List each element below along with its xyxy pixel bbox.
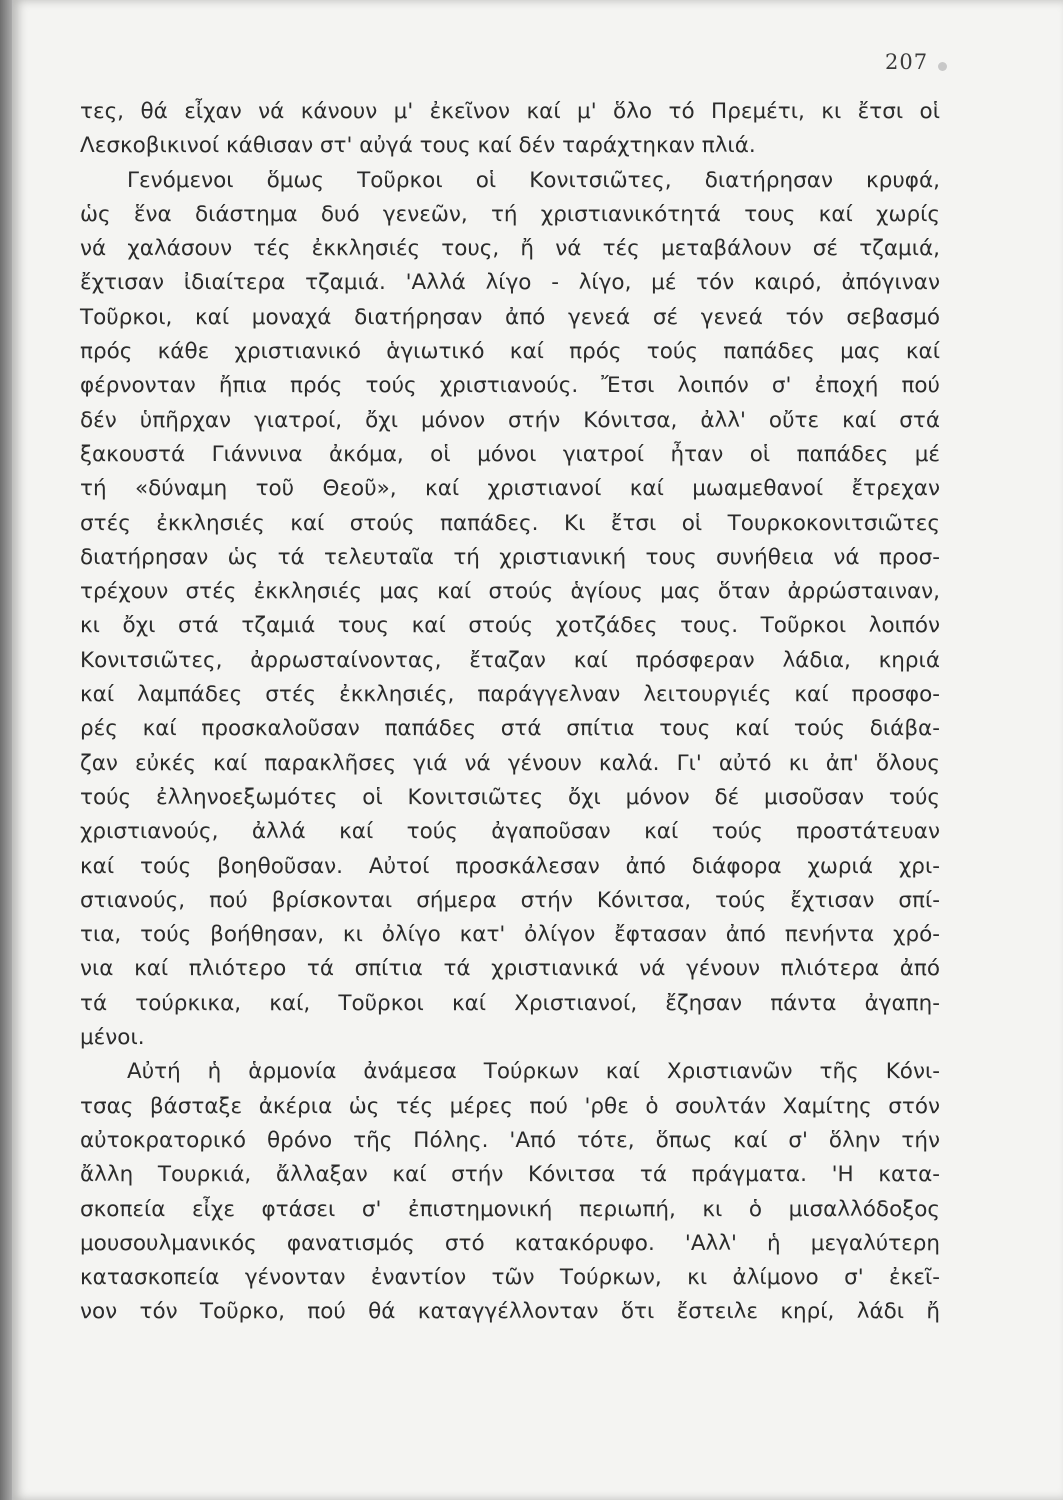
text-line-content: νον τόν Τοῦρκο, πού θά καταγγέλλονταν ὅτι ἔστειλε κηρί, λάδι ἤ — [80, 1299, 940, 1325]
text-line — [80, 369, 940, 403]
text-line-content: πρός κάθε χριστιανικό ἁγιωτικό καί πρός τούς παπάδες μας καί — [80, 339, 940, 365]
page-number: 207 — [885, 50, 929, 74]
book-page — [12, 0, 1063, 1500]
text-line — [80, 952, 940, 986]
text-line — [80, 609, 940, 643]
text-line — [80, 815, 940, 849]
text-line-content: Γενόμενοι ὅμως Τοῦρκοι οἱ Κονιτσιῶτες, διατήρησαν κρυφά, — [127, 167, 940, 193]
text-line-content: χριστιανούς, ἀλλά καί τούς ἀγαποῦσαν καί τούς προστάτευαν — [80, 819, 940, 845]
text-line-content: σκοπεία εἶχε φτάσει σ' ἐπιστημονική περιωπή, κι ὁ μισαλλόδοξος — [80, 1196, 940, 1222]
text-line — [80, 95, 940, 129]
text-line — [80, 164, 940, 198]
text-line — [80, 301, 940, 335]
text-line-content: δέν ὑπῆρχαν γιατροί, ὄχι μόνον στήν Κόνιτσα, ἀλλ' οὔτε καί στά — [80, 407, 940, 433]
text-line — [80, 129, 940, 163]
text-line — [80, 266, 940, 300]
text-line — [80, 850, 940, 884]
text-line — [80, 404, 940, 438]
text-line-content: διατήρησαν ὡς τά τελευταῖα τή χριστιανική τους συνήθεια νά προσ- — [80, 544, 940, 570]
text-line — [80, 472, 940, 506]
text-line — [80, 918, 940, 952]
text-line — [80, 987, 940, 1021]
text-line-content: ἔχτισαν ἰδιαίτερα τζαμιά. 'Αλλά λίγο - λίγο, μέ τόν καιρό, ἀπόγιναν — [80, 270, 940, 296]
text-line-content: Κονιτσιῶτες, ἀρρωσταίνοντας, ἔταζαν καί πρόσφεραν λάδια, κηριά — [80, 647, 940, 673]
text-line-content: τούς ἐλληνοεξωμότες οἱ Κονιτσιῶτες ὄχι μόνον δέ μισοῦσαν τούς — [80, 784, 940, 810]
text-line — [80, 198, 940, 232]
text-line-content: τια, τούς βοήθησαν, κι ὀλίγο κατ' ὀλίγον ἔφτασαν ἀπό πενήντα χρό- — [80, 922, 940, 948]
text-line-content: μένοι. — [80, 1025, 145, 1051]
text-line-content: τες, θά εἶχαν νά κάνουν μ' ἐκεῖνον καί μ' ὅλο τό Πρεμέτι, κι ἔτσι οἱ — [80, 99, 940, 124]
text-line-content: ζαν εὐκές καί παρακλῆσες γιά νά γένουν καλά. Γι' αὐτό κι ἀπ' ὅλους — [80, 750, 940, 776]
text-line-content: ὡς ἕνα διάστημα δυό γενεῶν, τή χριστιανικότητά τους καί χωρίς — [80, 201, 940, 227]
text-line — [80, 575, 940, 609]
text-line — [80, 507, 940, 541]
text-line — [80, 1261, 940, 1295]
text-line — [80, 1295, 940, 1329]
text-line-content: τσας βάσταξε ἀκέρια ὡς τές μέρες πού 'ρθε ὁ σουλτάν Χαμίτης στόν — [80, 1093, 940, 1119]
text-line-content: Τοῦρκοι, καί μοναχά διατήρησαν ἀπό γενεά σέ γενεά τόν σεβασμό — [80, 304, 940, 330]
text-line-content: αὐτοκρατορικό θρόνο τῆς Πόλης. 'Από τότε, ὅπως καί σ' ὅλην τήν — [80, 1127, 940, 1153]
scan-speck — [938, 62, 947, 71]
text-line — [80, 541, 940, 575]
text-line-content: ξακουστά Γιάννινα ἀκόμα, οἱ μόνοι γιατροί ἦταν οἱ παπάδες μέ — [80, 441, 940, 467]
text-line-content: Λεσκοβικινοί κάθισαν στ' αὐγά τους καί δέν ταράχτηκαν πλιά. — [80, 133, 756, 159]
text-line-content: νια καί πλιότερο τά σπίτια τά χριστιανικά νά γένουν πλιότερα ἀπό — [80, 956, 940, 982]
text-line-content: στιανούς, πού βρίσκονται σήμερα στήν Κόνιτσα, τούς ἔχτισαν σπί- — [80, 887, 940, 913]
text-line — [80, 335, 940, 369]
text-line-content: φέρνονταν ἤπια πρός τούς χριστιανούς. Ἔτσι λοιπόν σ' ἐποχή πού — [80, 373, 940, 399]
text-line — [80, 678, 940, 712]
text-line-content: νά χαλάσουν τές ἐκκλησιές τους, ἤ νά τές μεταβάλουν σέ τζαμιά, — [80, 236, 940, 262]
text-line — [80, 884, 940, 918]
text-line — [80, 1090, 940, 1124]
text-line-content: τρέχουν στές ἐκκλησιές μας καί στούς ἁγίους μας ὅταν ἀρρώσταιναν, — [80, 579, 940, 605]
text-line — [80, 1158, 940, 1192]
text-line-content: κατασκοπεία γένονταν ἐναντίον τῶν Τούρκων, κι ἀλίμονο σ' ἐκεῖ- — [80, 1265, 940, 1291]
text-line — [80, 1227, 940, 1261]
text-line-content: Αὐτή ἡ ἁρμονία ἀνάμεσα Τούρκων καί Χριστιανῶν τῆς Κόνι- — [127, 1059, 940, 1085]
text-line-content: ἄλλη Τουρκιά, ἄλλαξαν καί στήν Κόνιτσα τά πράγματα. 'Η κατα- — [80, 1162, 940, 1188]
text-line-content: τά τούρκικα, καί, Τοῦρκοι καί Χριστιανοί, ἔζησαν πάντα ἀγαπη- — [80, 990, 940, 1016]
text-line — [80, 1124, 940, 1158]
text-line — [80, 438, 940, 472]
text-line-content: ρές καί προσκαλοῦσαν παπάδες στά σπίτια τους καί τούς διάβα- — [80, 716, 940, 742]
text-line — [80, 1193, 940, 1227]
text-line-content: καί λαμπάδες στές ἐκκλησιές, παράγγελναν λειτουργιές καί προσφο- — [80, 682, 940, 708]
text-line — [80, 232, 940, 266]
text-line-content: καί τούς βοηθοῦσαν. Αὐτοί προσκάλεσαν ἀπό διάφορα χωριά χρι- — [80, 853, 940, 879]
text-line — [80, 1055, 940, 1089]
text-line — [80, 747, 940, 781]
text-line — [80, 1021, 940, 1055]
text-line-content: στές ἐκκλησιές καί στούς παπάδες. Κι ἔτσι οἱ Τουρκοκονιτσιῶτες — [80, 510, 940, 536]
text-line — [80, 712, 940, 746]
body-text — [80, 95, 940, 1330]
text-line-content: μουσουλμανικός φανατισμός στό κατακόρυφο. 'Αλλ' ἡ μεγαλύτερη — [80, 1230, 940, 1256]
text-line-content: τή «δύναμη τοῦ Θεοῦ», καί χριστιανοί καί μωαμεθανοί ἔτρεχαν — [80, 476, 940, 502]
text-line — [80, 781, 940, 815]
text-line — [80, 644, 940, 678]
text-line-content: κι ὄχι στά τζαμιά τους καί στούς χοτζάδες τους. Τοῦρκοι λοιπόν — [80, 613, 940, 639]
